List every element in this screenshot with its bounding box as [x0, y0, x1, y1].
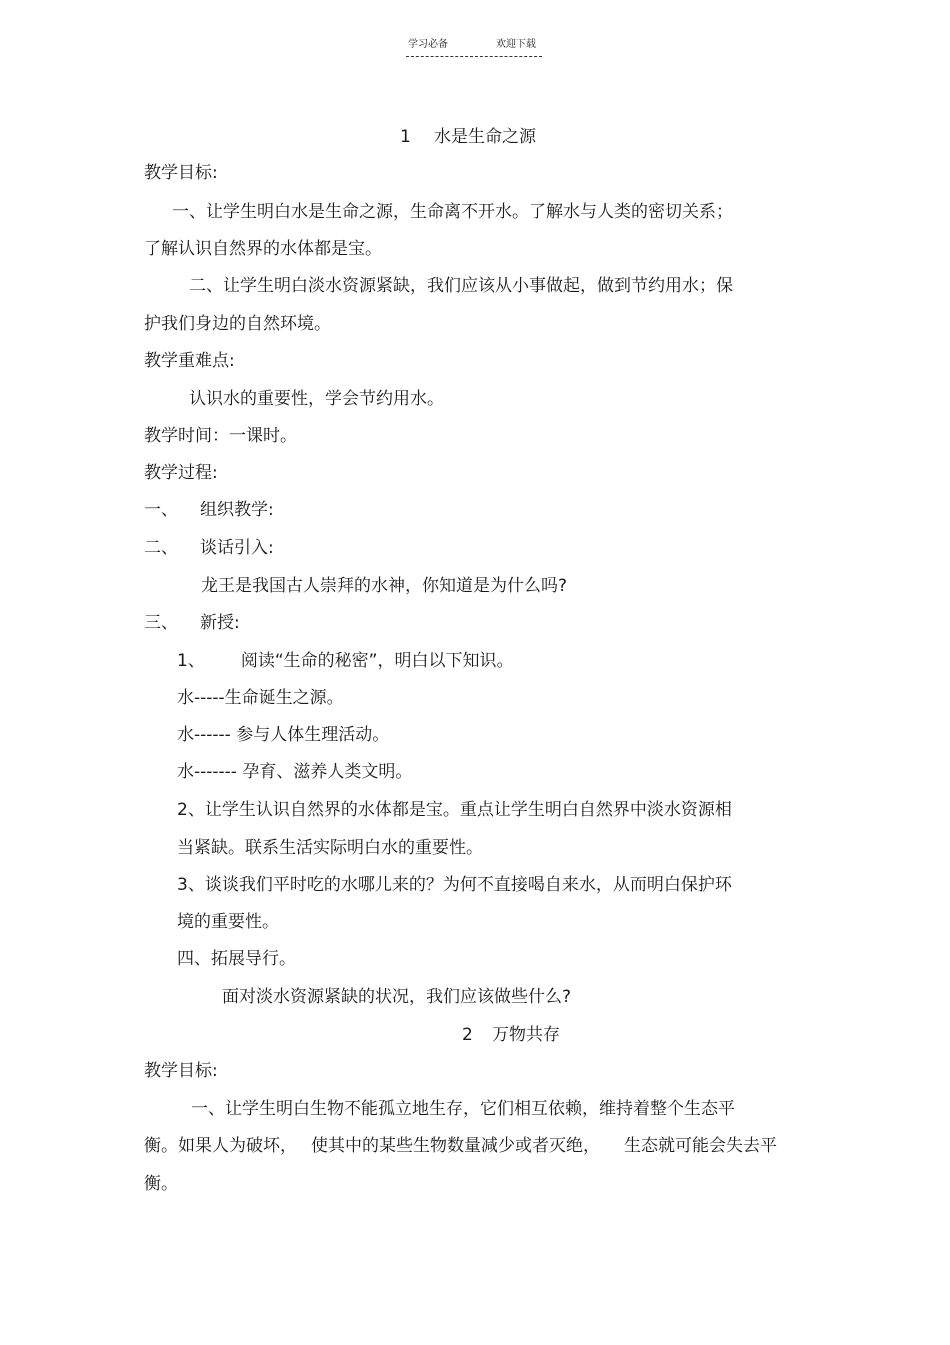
sub1-number: 1、 [177, 651, 205, 671]
lesson1-goal1-line1: 一、让学生明白水是生命之源，生命离不开水。了解水与人类的密切关系； [172, 202, 733, 222]
lesson2-goal1-line2-part3: 生态就可能会失去平 [624, 1136, 777, 1156]
step3-text: 新授: [200, 613, 240, 633]
lesson1-sub3-line2: 境的重要性。 [177, 912, 279, 932]
lesson1-sub3-line1: 3、谈谈我们平时吃的水哪儿来的？为何不直接喝自来水，从而明白保护环 [177, 875, 732, 895]
lesson1-water1: 水-----生命诞生之源。 [177, 688, 344, 708]
lesson1-goal1-line2: 了解认识自然界的水体都是宝。 [144, 239, 382, 259]
lesson1-process-heading: 教学过程: [144, 463, 218, 483]
step1-text: 组织教学: [200, 500, 274, 520]
lesson1-water3: 水------- 孕育、滋养人类文明。 [177, 762, 413, 782]
sub1-text: 阅读“生命的秘密”，明白以下知识。 [240, 651, 514, 671]
lesson1-keypoints-heading: 教学重难点: [144, 351, 235, 371]
header-right-text: 欢迎下载 [496, 39, 536, 50]
lesson1-step3 [144, 611, 240, 635]
lesson2-goal1-line2-part2: 使其中的某些生物数量减少或者灭绝， [311, 1136, 600, 1156]
lesson1-step4-detail: 面对淡水资源紧缺的状况，我们应该做些什么? [222, 987, 572, 1007]
lesson1-title-text: 水是生命之源 [434, 127, 536, 147]
lesson1-goal2-line2: 护我们身边的自然环境。 [144, 314, 331, 334]
lesson1-step2-detail: 龙王是我国古人崇拜的水神，你知道是为什么吗? [201, 576, 568, 596]
step2-text: 谈话引入: [200, 538, 274, 558]
lesson1-step1 [144, 498, 274, 522]
lesson1-step2 [144, 536, 274, 560]
lesson1-title [400, 125, 536, 149]
lesson2-title [462, 1023, 560, 1047]
header-left-text: 学习必备 [408, 39, 448, 50]
lesson1-sub1 [177, 649, 513, 673]
lesson2-goal1-line2-part1: 衡。如果人为破坏， [144, 1136, 297, 1156]
page-header [406, 38, 542, 57]
lesson1-sub2-line2: 当紧缺。联系生活实际明白水的重要性。 [177, 838, 483, 858]
lesson1-sub2-line1: 2、让学生认识自然界的水体都是宝。重点让学生明白自然界中淡水资源相 [177, 800, 732, 820]
lesson1-water2: 水------ 参与人体生理活动。 [177, 725, 390, 745]
lesson2-number: 2 [462, 1025, 473, 1045]
lesson1-number: 1 [400, 127, 411, 147]
lesson1-time-text: 教学时间：一课时。 [144, 426, 297, 446]
lesson2-goal1-line2 [144, 1134, 777, 1158]
lesson1-step4: 四、拓展导行。 [177, 949, 296, 969]
step1-number: 一、 [144, 500, 178, 520]
lesson1-goals-heading: 教学目标: [144, 163, 218, 183]
lesson2-goals-heading: 教学目标: [144, 1061, 218, 1081]
lesson1-keypoints-text: 认识水的重要性，学会节约用水。 [189, 389, 444, 409]
lesson1-goal2-line1: 二、让学生明白淡水资源紧缺，我们应该从小事做起，做到节约用水；保 [189, 276, 733, 296]
step2-number: 二、 [144, 538, 178, 558]
lesson2-goal1-line1: 一、让学生明白生物不能孤立地生存，它们相互依赖，维持着整个生态平 [191, 1099, 735, 1119]
lesson2-goal1-line3: 衡。 [144, 1174, 178, 1194]
lesson2-title-text: 万物共存 [492, 1025, 560, 1045]
step3-number: 三、 [144, 613, 178, 633]
